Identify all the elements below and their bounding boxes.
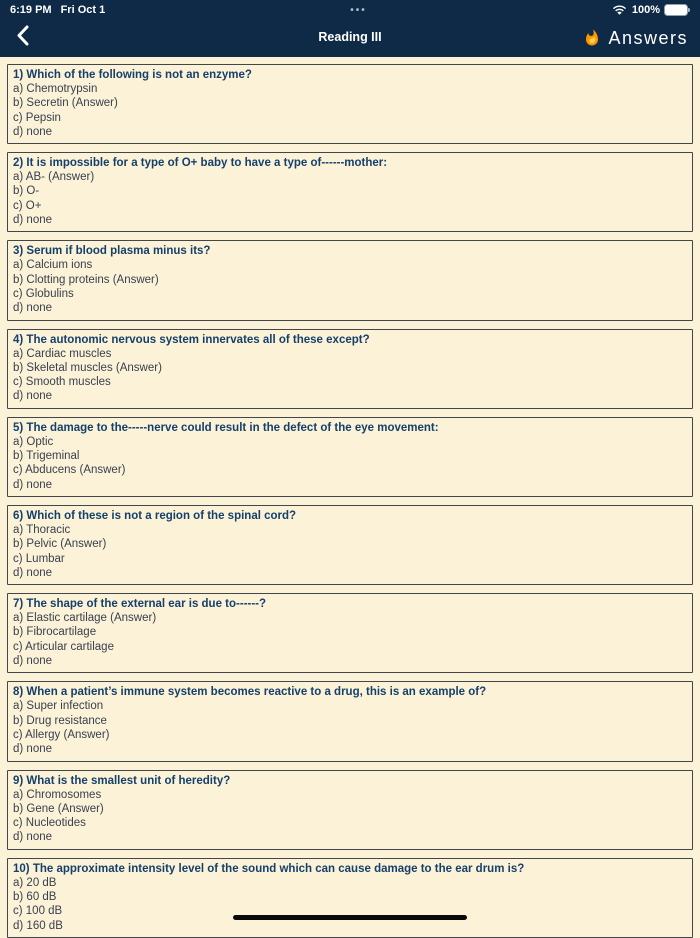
option-text: c) O+ [13, 199, 42, 212]
option-text: c) Allergy (Answer) [13, 728, 110, 741]
option-text: b) Gene (Answer) [13, 802, 104, 815]
option-text: b) Drug resistance [13, 714, 107, 727]
status-time: 6:19 PM [10, 4, 52, 16]
option-text: a) Elastic cartilage (Answer) [13, 612, 157, 625]
back-button[interactable] [8, 23, 36, 53]
question-card [7, 858, 693, 938]
question-text: 4) The autonomic nervous system innervates all of these except? [13, 333, 370, 346]
options [13, 788, 687, 845]
brand-label: Answers [608, 27, 688, 48]
option-text: b) Fibrocartilage [13, 626, 97, 639]
options [13, 347, 687, 404]
option-text: c) 100 dB [13, 905, 63, 918]
question-card [7, 240, 693, 320]
chevron-left-icon [16, 25, 29, 51]
option-text: d) none [13, 743, 53, 756]
option-text: c) Smooth muscles [13, 376, 111, 389]
question-card [7, 505, 693, 585]
option-text: d) none [13, 566, 53, 579]
option-text: d) none [13, 831, 53, 844]
status-date: Fri Oct 1 [60, 4, 106, 16]
question-card [7, 681, 693, 761]
option-text: a) AB- (Answer) [13, 171, 95, 184]
options [13, 699, 687, 756]
option-text: d) none [13, 214, 53, 227]
option-text: c) Pepsin [13, 111, 61, 124]
question-text: 1) Which of the following is not an enzyme? [13, 69, 252, 81]
option-text: c) Abducens (Answer) [13, 464, 126, 477]
question-card [7, 64, 693, 144]
question-text: 2) It is impossible for a type of O+ baby to have a type of------mother: [13, 157, 388, 170]
brand-button[interactable] [583, 22, 688, 54]
status-bar [0, 0, 700, 20]
options [13, 611, 687, 668]
question-card [7, 770, 693, 850]
question-list [0, 57, 700, 938]
option-text: a) Optic [13, 435, 54, 448]
question-card [7, 593, 693, 673]
option-text: a) 20 dB [13, 876, 57, 889]
battery-percent: 100% [631, 4, 660, 16]
wifi-icon [612, 5, 627, 16]
page-title: Reading III [318, 30, 382, 44]
option-text: b) 60 dB [13, 890, 57, 903]
option-text: a) Chromosomes [13, 788, 102, 801]
options [13, 876, 687, 933]
question-text: 10) The approximate intensity level of the sound which can cause damage to the ear drum is? [13, 862, 525, 875]
option-text: c) Lumbar [13, 552, 65, 565]
question-card [7, 329, 693, 409]
option-text: d) none [13, 302, 53, 315]
fire-icon [583, 29, 601, 47]
option-text: a) Chemotrypsin [13, 83, 98, 95]
question-text: 7) The shape of the external ear is due to------? [13, 598, 267, 611]
option-text: a) Cardiac muscles [13, 347, 112, 360]
battery-icon [665, 5, 690, 15]
status-menu-dots: ••• [350, 4, 367, 16]
options [13, 523, 687, 580]
question-text: 9) What is the smallest unit of heredity? [13, 774, 231, 787]
question-text: 6) Which of these is not a region of the spinal cord? [13, 509, 297, 522]
options [13, 435, 687, 492]
question-card [7, 152, 693, 232]
question-text: 8) When a patient’s immune system becomes reactive to a drug, this is an example of? [13, 686, 487, 699]
options [13, 82, 687, 139]
option-text: d) none [13, 655, 53, 668]
option-text: b) Pelvic (Answer) [13, 538, 107, 551]
option-text: a) Thoracic [13, 523, 71, 536]
option-text: b) Secretin (Answer) [13, 97, 118, 110]
question-text: 3) Serum if blood plasma minus its? [13, 245, 211, 258]
home-indicator[interactable] [233, 915, 467, 920]
option-text: a) Super infection [13, 700, 104, 713]
option-text: b) Clotting proteins (Answer) [13, 273, 159, 286]
option-text: c) Globulins [13, 287, 74, 300]
option-text: b) Trigeminal [13, 450, 80, 463]
option-text: d) none [13, 125, 53, 138]
question-text: 5) The damage to the-----nerve could result in the defect of the eye movement: [13, 421, 439, 434]
header [0, 0, 700, 57]
option-text: d) none [13, 478, 53, 491]
option-text: c) Nucleotides [13, 817, 86, 830]
nav-bar [0, 20, 700, 57]
options [13, 170, 687, 227]
option-text: a) Calcium ions [13, 259, 93, 272]
question-card [7, 417, 693, 497]
option-text: d) 160 dB [13, 919, 63, 932]
option-text: b) Skeletal muscles (Answer) [13, 361, 162, 374]
option-text: d) none [13, 390, 53, 403]
option-text: b) O- [13, 185, 40, 198]
options [13, 258, 687, 315]
option-text: c) Articular cartilage [13, 640, 114, 653]
